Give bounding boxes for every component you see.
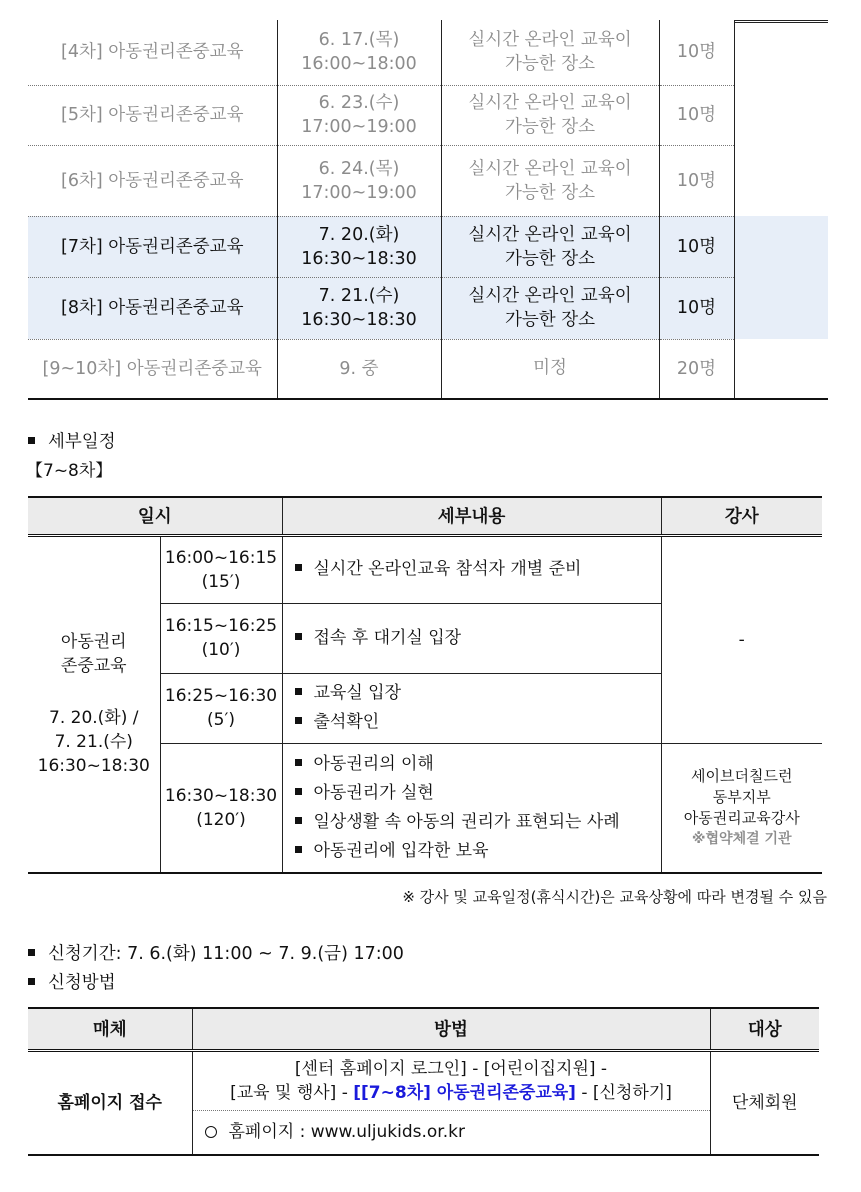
- detail-heading: 세부일정: [28, 430, 116, 454]
- time-slot: 16:15~16:25 (10′): [160, 603, 282, 673]
- session-datetime: 9. 중: [277, 339, 441, 399]
- blank-cell: [734, 145, 828, 216]
- header-media: 매체: [28, 1008, 192, 1050]
- session-datetime: 7. 21.(수) 16:30~18:30: [277, 277, 441, 339]
- blank-cell: [734, 277, 828, 339]
- session-place: 실시간 온라인 교육이 가능한 장소: [441, 216, 659, 277]
- session-count: 10명: [659, 85, 734, 145]
- list-item: 아동권리에 입각한 보육: [295, 837, 661, 866]
- session-datetime: 7. 20.(화) 16:30~18:30: [277, 216, 441, 277]
- session-count: 10명: [659, 216, 734, 277]
- target-cell: 단체회원: [710, 1050, 819, 1155]
- session-name: [4차] 아동권리존중교육: [28, 20, 277, 85]
- square-bullet-icon: [295, 788, 302, 795]
- session-name: [5차] 아동권리존중교육: [28, 85, 277, 145]
- session-name: [9~10차] 아동권리존중교육: [28, 339, 277, 399]
- schedule-row: [28, 535, 822, 603]
- session-count: 20명: [659, 339, 734, 399]
- list-item: 출석확인: [295, 708, 661, 737]
- session-datetime: 6. 24.(목) 17:00~19:00: [277, 145, 441, 216]
- content-cell: [282, 743, 661, 873]
- detail-header-row: [28, 497, 822, 535]
- session-row: [28, 85, 828, 145]
- blank-cell: [734, 85, 828, 145]
- apply-method-heading: 신청방법: [28, 971, 116, 995]
- detail-subheading: 【7~8차】: [26, 461, 113, 481]
- blank-cell: [734, 216, 828, 277]
- session-row-highlighted: [28, 216, 828, 277]
- square-bullet-icon: [28, 437, 35, 444]
- square-bullet-icon: [28, 978, 35, 985]
- apply-method-table: [28, 1007, 819, 1156]
- session-table: [28, 20, 828, 400]
- time-slot: 16:00~16:15 (15′): [160, 535, 282, 603]
- instructor-cell: 세이브더칠드런 동부지부 아동권리교육강사 ※협약체결 기관: [661, 743, 822, 873]
- circle-bullet-icon: [205, 1126, 217, 1138]
- list-item: 실시간 온라인교육 참석자 개별 준비: [295, 555, 661, 584]
- square-bullet-icon: [295, 688, 302, 695]
- content-cell: [282, 673, 661, 743]
- course-link[interactable]: [[7~8차] 아동권리존중교육]: [353, 1082, 576, 1103]
- session-place: 실시간 온라인 교육이 가능한 장소: [441, 20, 659, 85]
- instructor-cell: -: [661, 535, 822, 743]
- list-item: 아동권리가 실현: [295, 779, 661, 808]
- content-cell: [282, 535, 661, 603]
- header-instructor: 강사: [661, 497, 822, 535]
- time-slot: 16:25~16:30 (5′): [160, 673, 282, 743]
- homepage-link[interactable]: 홈페이지 : www.uljukids.or.kr: [228, 1122, 465, 1143]
- time-slot: 16:30~18:30 (120′): [160, 743, 282, 873]
- schedule-change-note: ※ 강사 및 교육일정(휴식시간)은 교육상황에 따라 변경될 수 있음: [402, 888, 827, 906]
- session-datetime: 6. 17.(목) 16:00~18:00: [277, 20, 441, 85]
- square-bullet-icon: [295, 717, 302, 724]
- square-bullet-icon: [295, 759, 302, 766]
- session-count: 10명: [659, 20, 734, 85]
- content-cell: [282, 603, 661, 673]
- apply-header-row: [28, 1008, 819, 1050]
- session-row: [28, 20, 828, 85]
- session-count: 10명: [659, 145, 734, 216]
- list-item: 교육실 입장: [295, 679, 661, 708]
- square-bullet-icon: [295, 846, 302, 853]
- session-name: [7차] 아동권리존중교육: [28, 216, 277, 277]
- method-path: [센터 홈페이지 로그인] - [어린이집지원] - [교육 및 행사] - [[7~8차] 아동권리존중교육] - [신청하기]: [192, 1050, 710, 1110]
- list-item: 아동권리의 이해: [295, 750, 661, 779]
- apply-period: 신청기간: 7. 6.(화) 11:00 ~ 7. 9.(금) 17:00: [28, 942, 404, 966]
- header-method: 방법: [192, 1008, 710, 1050]
- list-item: 일상생활 속 아동의 권리가 표현되는 사례: [295, 808, 661, 837]
- agreement-note: ※협약체결 기관: [691, 830, 792, 847]
- session-datetime: 6. 23.(수) 17:00~19:00: [277, 85, 441, 145]
- session-row: [28, 145, 828, 216]
- square-bullet-icon: [28, 949, 35, 956]
- course-date-cell: 아동권리 존중교육 7. 20.(화) / 7. 21.(수) 16:30~18:30: [28, 535, 160, 873]
- header-content: 세부내용: [282, 497, 661, 535]
- square-bullet-icon: [295, 817, 302, 824]
- blank-cell: [734, 339, 828, 399]
- apply-row: [28, 1050, 819, 1110]
- square-bullet-icon: [295, 564, 302, 571]
- session-row-highlighted: [28, 277, 828, 339]
- homepage-cell: [192, 1110, 710, 1155]
- blank-cell: [734, 20, 828, 85]
- session-place: 실시간 온라인 교육이 가능한 장소: [441, 145, 659, 216]
- session-place: 실시간 온라인 교육이 가능한 장소: [441, 277, 659, 339]
- session-count: 10명: [659, 277, 734, 339]
- session-row: [28, 339, 828, 399]
- header-date: 일시: [28, 497, 282, 535]
- session-place: 미정: [441, 339, 659, 399]
- header-target: 대상: [710, 1008, 819, 1050]
- session-place: 실시간 온라인 교육이 가능한 장소: [441, 85, 659, 145]
- media-cell: 홈페이지 접수: [28, 1050, 192, 1155]
- square-bullet-icon: [295, 633, 302, 640]
- list-item: 접속 후 대기실 입장: [295, 624, 661, 653]
- session-name: [6차] 아동권리존중교육: [28, 145, 277, 216]
- session-name: [8차] 아동권리존중교육: [28, 277, 277, 339]
- detail-schedule-table: [28, 496, 822, 874]
